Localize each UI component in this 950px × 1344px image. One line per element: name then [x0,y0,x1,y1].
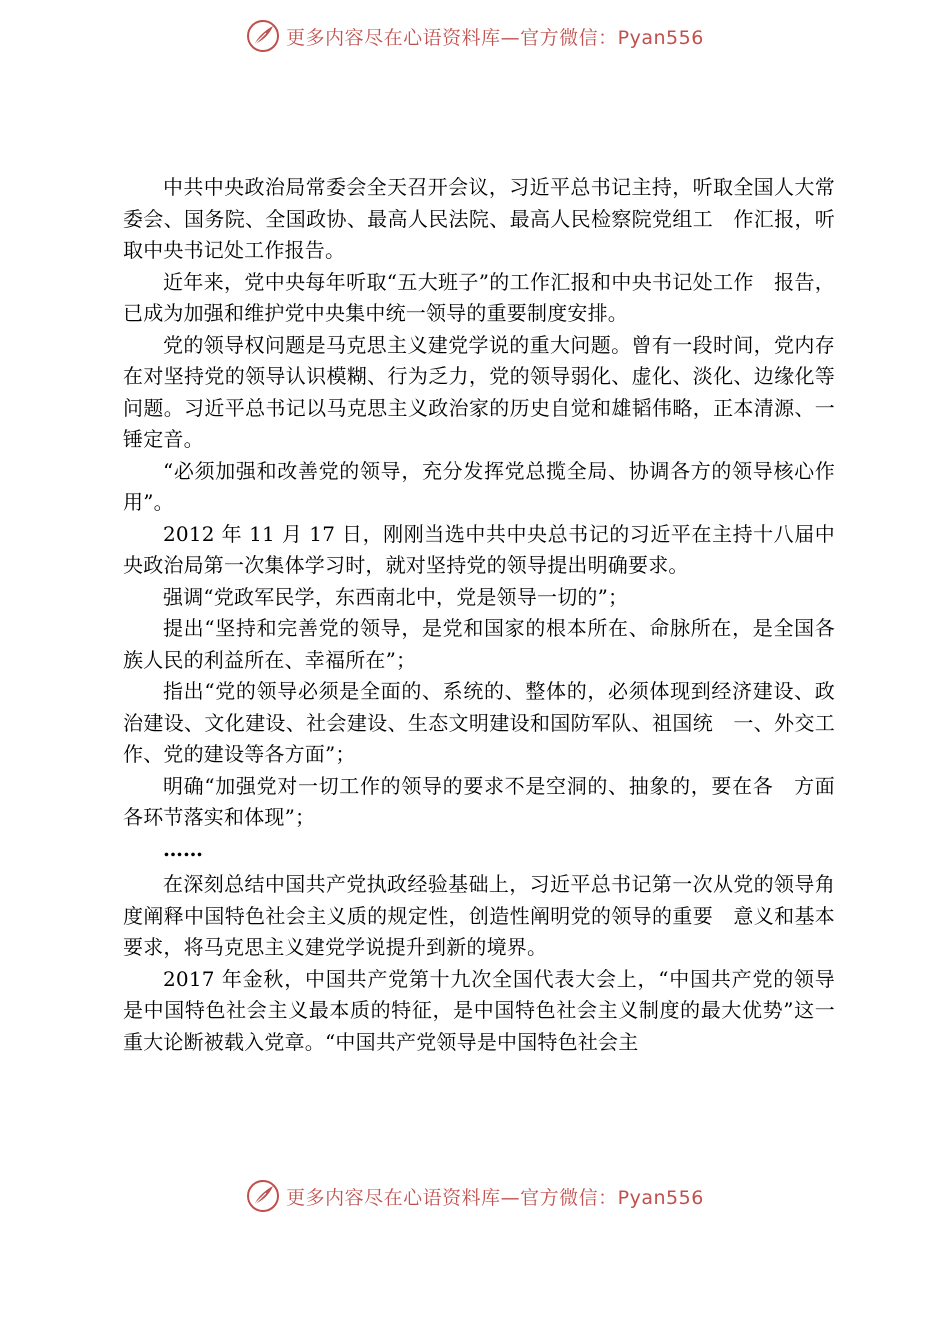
paragraph: 强调“党政军民学，东西南北中，党是领导一切的”； [163,584,629,609]
header-banner [0,16,950,56]
paragraph: 中共中央政治局常委会全天召开会议，习近平总书记主持，听取全国人大常委会、国务院、全国政协、最高人民法院、最高人民检察院党组工 作汇报，听取中央书记处工作报告。 [123,175,835,262]
paragraph: 2017 年金秋，中国共产党第十九次全国代表大会上，“中国共产党的领导是中国特色社会主义最本质的特征，是中国特色社会主义制度的最大优势”这一重大论断被载入党章。“中国共产党领导是中国特色社会主 [123,966,835,1054]
paragraph: 明确“加强党对一切工作的领导的要求不是空洞的、抽象的，要在各 方面各环节落实和体现”； [123,773,835,829]
paragraph: 党的领导权问题是马克思主义建党学说的重大问题。曾有一段时间，党内存在对坚持党的领导认识模糊、行为乏力，党的领导弱化、虚化、淡化、边缘化等问题。习近平总书记以马克思主义政治家的历史自觉和雄韬伟略，正本清源、一锤定音。 [123,332,835,451]
document-body [123,172,835,1058]
feather-logo-icon [246,19,280,53]
header-banner-text: 更多内容尽在心语资料库—官方微信：Pyan556 [286,26,704,49]
paragraph: 指出“党的领导必须是全面的、系统的、整体的，必须体现到经济建设、政治建设、文化建设、社会建设、生态文明建设和国防军队、祖国统 一、外交工作、党的建设等各方面”； [123,679,835,766]
feather-logo-icon [246,1179,280,1213]
paragraph: “必须加强和改善党的领导，充分发挥党总揽全局、协调各方的领导核心作用”。 [123,458,835,514]
paragraph: 在深刻总结中国共产党执政经验基础上，习近平总书记第一次从党的领导角度阐释中国特色社会主义质的规定性，创造性阐明党的领导的重要 意义和基本要求，将马克思主义建党学说提升到新的境界。 [123,872,835,959]
paragraph: 近年来，党中央每年听取“五大班子”的工作汇报和中央书记处工作 报告，已成为加强和维护党中央集中统一领导的重要制度安排。 [123,269,835,325]
paragraph: 提出“坚持和完善党的领导，是党和国家的根本所在、命脉所在，是全国各族人民的利益所在、幸福所在”； [123,616,835,672]
ellipsis: …… [163,836,203,861]
paragraph: 2012 年 11 月 17 日，刚刚当选中共中央总书记的习近平在主持十八届中央政治局第一次集体学习时，就对坚持党的领导提出明确要求。 [123,521,835,577]
footer-banner-text: 更多内容尽在心语资料库—官方微信：Pyan556 [286,1186,704,1209]
footer-banner [0,1176,950,1216]
